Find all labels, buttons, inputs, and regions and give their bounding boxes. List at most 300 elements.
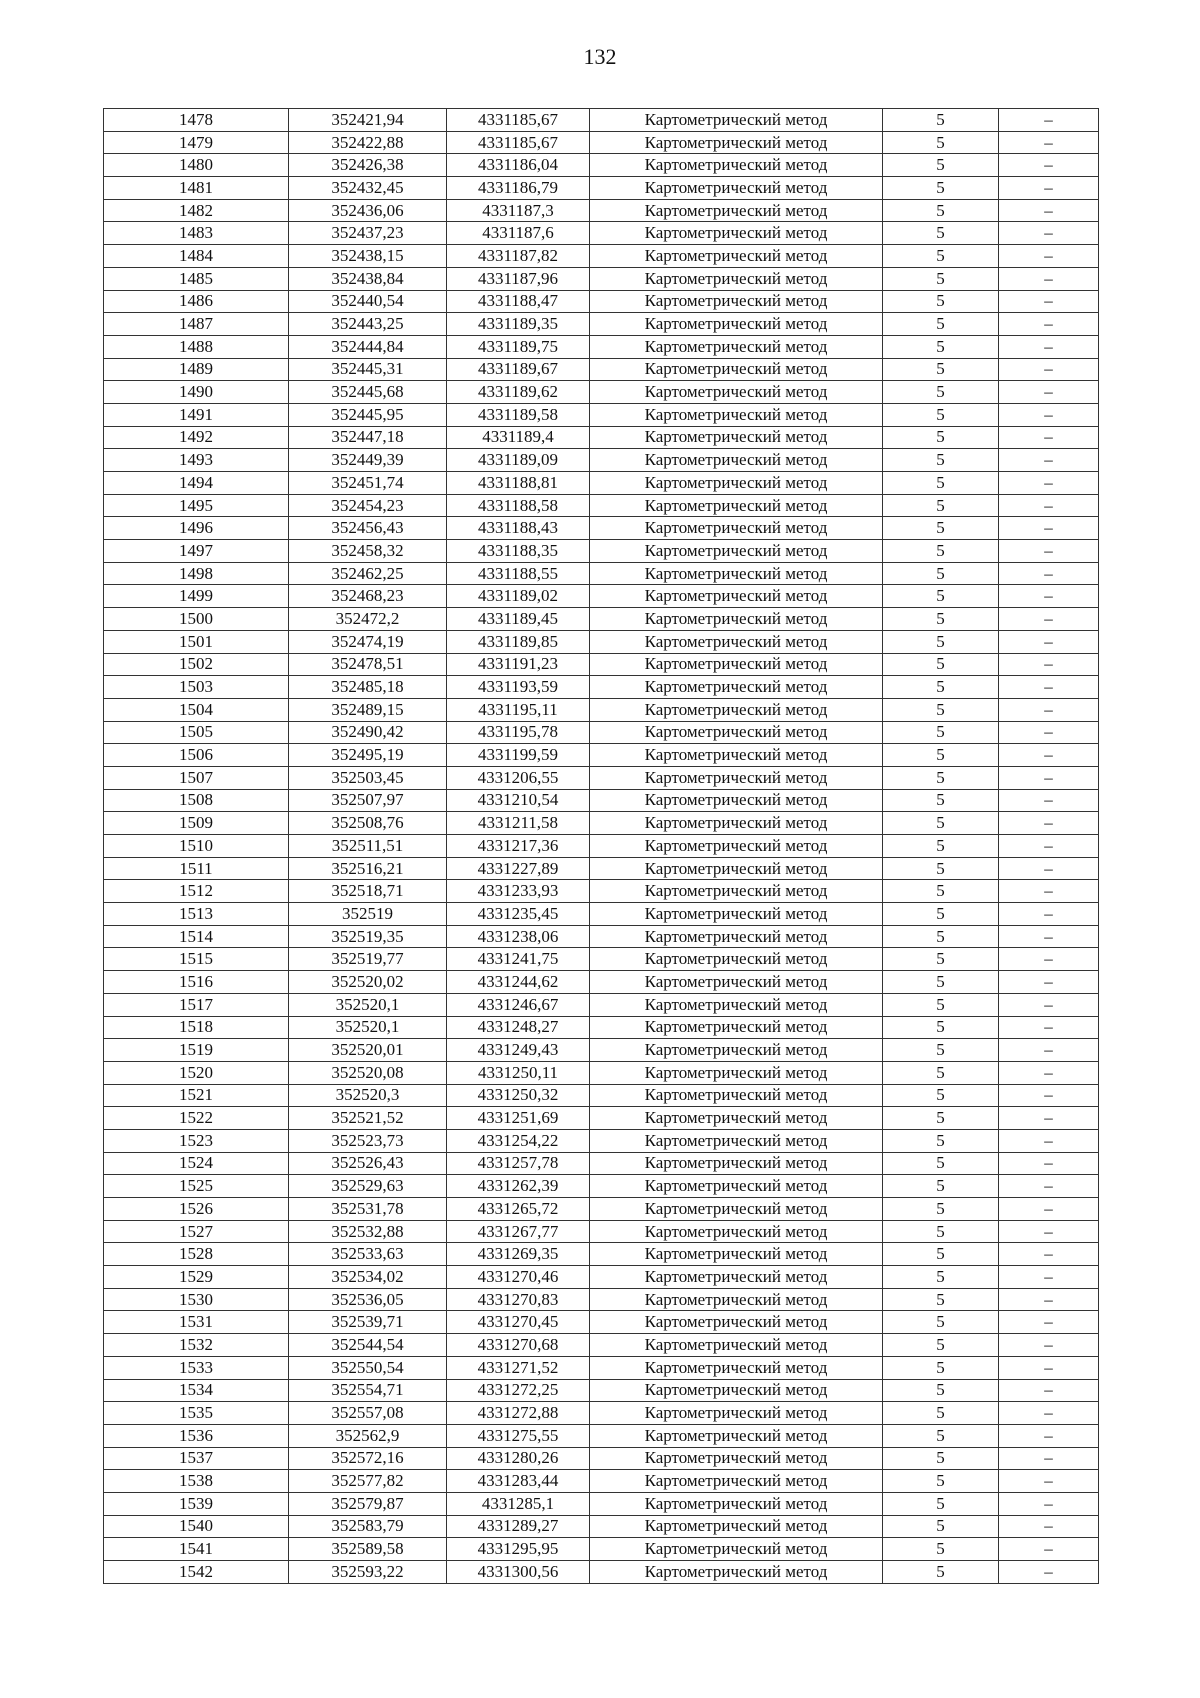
method-cell: Картометрический метод [590, 1129, 883, 1152]
point-number-cell: 1525 [104, 1175, 289, 1198]
table-row [104, 358, 1099, 381]
table-row [104, 948, 1099, 971]
table-row [104, 1107, 1099, 1130]
note-cell: – [999, 835, 1099, 858]
point-number-cell: 1492 [104, 426, 289, 449]
table-row [104, 517, 1099, 540]
method-cell: Картометрический метод [590, 290, 883, 313]
accuracy-cell: 5 [883, 267, 999, 290]
point-number-cell: 1506 [104, 744, 289, 767]
note-cell: – [999, 109, 1099, 132]
note-cell: – [999, 1198, 1099, 1221]
table-row [104, 1175, 1099, 1198]
note-cell: – [999, 494, 1099, 517]
accuracy-cell: 5 [883, 1538, 999, 1561]
point-number-cell: 1495 [104, 494, 289, 517]
x-coordinate-cell: 352544,54 [289, 1334, 447, 1357]
point-number-cell: 1504 [104, 698, 289, 721]
point-number-cell: 1519 [104, 1039, 289, 1062]
point-number-cell: 1539 [104, 1492, 289, 1515]
table-row [104, 109, 1099, 132]
note-cell: – [999, 426, 1099, 449]
note-cell: – [999, 222, 1099, 245]
accuracy-cell: 5 [883, 676, 999, 699]
x-coordinate-cell: 352456,43 [289, 517, 447, 540]
table-row [104, 1561, 1099, 1584]
note-cell: – [999, 608, 1099, 631]
accuracy-cell: 5 [883, 1084, 999, 1107]
x-coordinate-cell: 352462,25 [289, 562, 447, 585]
note-cell: – [999, 812, 1099, 835]
accuracy-cell: 5 [883, 925, 999, 948]
method-cell: Картометрический метод [590, 494, 883, 517]
x-coordinate-cell: 352438,15 [289, 245, 447, 268]
table-row [104, 1470, 1099, 1493]
note-cell: – [999, 789, 1099, 812]
point-number-cell: 1540 [104, 1515, 289, 1538]
y-coordinate-cell: 4331251,69 [447, 1107, 590, 1130]
y-coordinate-cell: 4331248,27 [447, 1016, 590, 1039]
note-cell: – [999, 1402, 1099, 1425]
method-cell: Картометрический метод [590, 880, 883, 903]
method-cell: Картометрический метод [590, 585, 883, 608]
x-coordinate-cell: 352447,18 [289, 426, 447, 449]
method-cell: Картометрический метод [590, 1220, 883, 1243]
accuracy-cell: 5 [883, 721, 999, 744]
y-coordinate-cell: 4331244,62 [447, 971, 590, 994]
point-number-cell: 1515 [104, 948, 289, 971]
accuracy-cell: 5 [883, 313, 999, 336]
y-coordinate-cell: 4331249,43 [447, 1039, 590, 1062]
method-cell: Картометрический метод [590, 199, 883, 222]
accuracy-cell: 5 [883, 1129, 999, 1152]
accuracy-cell: 5 [883, 290, 999, 313]
point-number-cell: 1484 [104, 245, 289, 268]
x-coordinate-cell: 352507,97 [289, 789, 447, 812]
method-cell: Картометрический метод [590, 381, 883, 404]
table-row [104, 812, 1099, 835]
accuracy-cell: 5 [883, 948, 999, 971]
point-number-cell: 1498 [104, 562, 289, 585]
note-cell: – [999, 1220, 1099, 1243]
accuracy-cell: 5 [883, 1220, 999, 1243]
y-coordinate-cell: 4331188,81 [447, 472, 590, 495]
method-cell: Картометрический метод [590, 630, 883, 653]
y-coordinate-cell: 4331195,78 [447, 721, 590, 744]
accuracy-cell: 5 [883, 1402, 999, 1425]
method-cell: Картометрический метод [590, 131, 883, 154]
y-coordinate-cell: 4331275,55 [447, 1424, 590, 1447]
note-cell: – [999, 177, 1099, 200]
method-cell: Картометрический метод [590, 1061, 883, 1084]
note-cell: – [999, 472, 1099, 495]
x-coordinate-cell: 352443,25 [289, 313, 447, 336]
point-number-cell: 1517 [104, 993, 289, 1016]
method-cell: Картометрический метод [590, 1402, 883, 1425]
table-row [104, 835, 1099, 858]
method-cell: Картометрический метод [590, 1288, 883, 1311]
x-coordinate-cell: 352520,01 [289, 1039, 447, 1062]
note-cell: – [999, 290, 1099, 313]
note-cell: – [999, 1334, 1099, 1357]
accuracy-cell: 5 [883, 608, 999, 631]
point-number-cell: 1509 [104, 812, 289, 835]
point-number-cell: 1481 [104, 177, 289, 200]
note-cell: – [999, 1561, 1099, 1584]
table-row [104, 449, 1099, 472]
point-number-cell: 1482 [104, 199, 289, 222]
table-row [104, 1515, 1099, 1538]
note-cell: – [999, 698, 1099, 721]
accuracy-cell: 5 [883, 335, 999, 358]
x-coordinate-cell: 352422,88 [289, 131, 447, 154]
table-row [104, 698, 1099, 721]
table-row [104, 1061, 1099, 1084]
x-coordinate-cell: 352454,23 [289, 494, 447, 517]
table-row [104, 1311, 1099, 1334]
note-cell: – [999, 358, 1099, 381]
method-cell: Картометрический метод [590, 109, 883, 132]
table-row [104, 222, 1099, 245]
accuracy-cell: 5 [883, 562, 999, 585]
y-coordinate-cell: 4331187,6 [447, 222, 590, 245]
x-coordinate-cell: 352458,32 [289, 540, 447, 563]
method-cell: Картометрический метод [590, 562, 883, 585]
point-number-cell: 1520 [104, 1061, 289, 1084]
x-coordinate-cell: 352490,42 [289, 721, 447, 744]
x-coordinate-cell: 352426,38 [289, 154, 447, 177]
method-cell: Картометрический метод [590, 540, 883, 563]
point-number-cell: 1486 [104, 290, 289, 313]
table-row [104, 267, 1099, 290]
accuracy-cell: 5 [883, 1288, 999, 1311]
x-coordinate-cell: 352519,77 [289, 948, 447, 971]
table-row [104, 472, 1099, 495]
y-coordinate-cell: 4331289,27 [447, 1515, 590, 1538]
method-cell: Картометрический метод [590, 925, 883, 948]
x-coordinate-cell: 352485,18 [289, 676, 447, 699]
method-cell: Картометрический метод [590, 426, 883, 449]
y-coordinate-cell: 4331189,58 [447, 403, 590, 426]
note-cell: – [999, 653, 1099, 676]
method-cell: Картометрический метод [590, 154, 883, 177]
table-row [104, 857, 1099, 880]
y-coordinate-cell: 4331191,23 [447, 653, 590, 676]
point-number-cell: 1502 [104, 653, 289, 676]
note-cell: – [999, 766, 1099, 789]
x-coordinate-cell: 352421,94 [289, 109, 447, 132]
y-coordinate-cell: 4331186,04 [447, 154, 590, 177]
table-row [104, 1152, 1099, 1175]
point-number-cell: 1524 [104, 1152, 289, 1175]
note-cell: – [999, 1447, 1099, 1470]
x-coordinate-cell: 352520,1 [289, 1016, 447, 1039]
x-coordinate-cell: 352445,31 [289, 358, 447, 381]
y-coordinate-cell: 4331185,67 [447, 109, 590, 132]
note-cell: – [999, 1039, 1099, 1062]
accuracy-cell: 5 [883, 472, 999, 495]
table-row [104, 653, 1099, 676]
point-number-cell: 1485 [104, 267, 289, 290]
point-number-cell: 1542 [104, 1561, 289, 1584]
note-cell: – [999, 245, 1099, 268]
x-coordinate-cell: 352438,84 [289, 267, 447, 290]
y-coordinate-cell: 4331241,75 [447, 948, 590, 971]
y-coordinate-cell: 4331269,35 [447, 1243, 590, 1266]
method-cell: Картометрический метод [590, 1447, 883, 1470]
method-cell: Картометрический метод [590, 222, 883, 245]
note-cell: – [999, 744, 1099, 767]
accuracy-cell: 5 [883, 1379, 999, 1402]
accuracy-cell: 5 [883, 131, 999, 154]
table-row [104, 313, 1099, 336]
point-number-cell: 1501 [104, 630, 289, 653]
point-number-cell: 1500 [104, 608, 289, 631]
accuracy-cell: 5 [883, 812, 999, 835]
note-cell: – [999, 1016, 1099, 1039]
y-coordinate-cell: 4331283,44 [447, 1470, 590, 1493]
x-coordinate-cell: 352526,43 [289, 1152, 447, 1175]
x-coordinate-cell: 352511,51 [289, 835, 447, 858]
accuracy-cell: 5 [883, 1107, 999, 1130]
accuracy-cell: 5 [883, 1561, 999, 1584]
accuracy-cell: 5 [883, 403, 999, 426]
y-coordinate-cell: 4331188,35 [447, 540, 590, 563]
note-cell: – [999, 1538, 1099, 1561]
point-number-cell: 1499 [104, 585, 289, 608]
point-number-cell: 1503 [104, 676, 289, 699]
note-cell: – [999, 1379, 1099, 1402]
y-coordinate-cell: 4331189,45 [447, 608, 590, 631]
point-number-cell: 1537 [104, 1447, 289, 1470]
note-cell: – [999, 154, 1099, 177]
y-coordinate-cell: 4331250,11 [447, 1061, 590, 1084]
x-coordinate-cell: 352472,2 [289, 608, 447, 631]
y-coordinate-cell: 4331189,4 [447, 426, 590, 449]
table-row [104, 1084, 1099, 1107]
accuracy-cell: 5 [883, 1492, 999, 1515]
method-cell: Картометрический метод [590, 698, 883, 721]
accuracy-cell: 5 [883, 426, 999, 449]
accuracy-cell: 5 [883, 585, 999, 608]
table-row [104, 426, 1099, 449]
accuracy-cell: 5 [883, 1175, 999, 1198]
accuracy-cell: 5 [883, 1311, 999, 1334]
x-coordinate-cell: 352539,71 [289, 1311, 447, 1334]
note-cell: – [999, 1175, 1099, 1198]
table-row [104, 131, 1099, 154]
x-coordinate-cell: 352536,05 [289, 1288, 447, 1311]
point-number-cell: 1508 [104, 789, 289, 812]
y-coordinate-cell: 4331189,02 [447, 585, 590, 608]
point-number-cell: 1496 [104, 517, 289, 540]
method-cell: Картометрический метод [590, 812, 883, 835]
note-cell: – [999, 948, 1099, 971]
note-cell: – [999, 1084, 1099, 1107]
accuracy-cell: 5 [883, 1198, 999, 1221]
table-row [104, 1220, 1099, 1243]
accuracy-cell: 5 [883, 1061, 999, 1084]
y-coordinate-cell: 4331188,47 [447, 290, 590, 313]
accuracy-cell: 5 [883, 1039, 999, 1062]
table-row [104, 381, 1099, 404]
note-cell: – [999, 585, 1099, 608]
method-cell: Картометрический метод [590, 245, 883, 268]
method-cell: Картометрический метод [590, 1266, 883, 1289]
table-row [104, 1538, 1099, 1561]
accuracy-cell: 5 [883, 540, 999, 563]
point-number-cell: 1527 [104, 1220, 289, 1243]
accuracy-cell: 5 [883, 630, 999, 653]
accuracy-cell: 5 [883, 766, 999, 789]
method-cell: Картометрический метод [590, 1243, 883, 1266]
method-cell: Картометрический метод [590, 948, 883, 971]
note-cell: – [999, 540, 1099, 563]
table-row [104, 1198, 1099, 1221]
accuracy-cell: 5 [883, 698, 999, 721]
table-row [104, 630, 1099, 653]
x-coordinate-cell: 352519 [289, 903, 447, 926]
accuracy-cell: 5 [883, 1470, 999, 1493]
method-cell: Картометрический метод [590, 1334, 883, 1357]
x-coordinate-cell: 352550,54 [289, 1356, 447, 1379]
note-cell: – [999, 267, 1099, 290]
note-cell: – [999, 449, 1099, 472]
y-coordinate-cell: 4331270,68 [447, 1334, 590, 1357]
note-cell: – [999, 313, 1099, 336]
note-cell: – [999, 1515, 1099, 1538]
x-coordinate-cell: 352579,87 [289, 1492, 447, 1515]
table-row [104, 562, 1099, 585]
method-cell: Картометрический метод [590, 1515, 883, 1538]
x-coordinate-cell: 352534,02 [289, 1266, 447, 1289]
accuracy-cell: 5 [883, 1424, 999, 1447]
table-row [104, 494, 1099, 517]
table-row [104, 585, 1099, 608]
y-coordinate-cell: 4331300,56 [447, 1561, 590, 1584]
point-number-cell: 1489 [104, 358, 289, 381]
method-cell: Картометрический метод [590, 449, 883, 472]
accuracy-cell: 5 [883, 449, 999, 472]
table-row [104, 1039, 1099, 1062]
method-cell: Картометрический метод [590, 857, 883, 880]
point-number-cell: 1523 [104, 1129, 289, 1152]
x-coordinate-cell: 352436,06 [289, 199, 447, 222]
x-coordinate-cell: 352444,84 [289, 335, 447, 358]
method-cell: Картометрический метод [590, 903, 883, 926]
x-coordinate-cell: 352519,35 [289, 925, 447, 948]
method-cell: Картометрический метод [590, 1152, 883, 1175]
point-number-cell: 1536 [104, 1424, 289, 1447]
table-row [104, 789, 1099, 812]
table-row [104, 1129, 1099, 1152]
y-coordinate-cell: 4331189,85 [447, 630, 590, 653]
point-number-cell: 1532 [104, 1334, 289, 1357]
method-cell: Картометрический метод [590, 472, 883, 495]
y-coordinate-cell: 4331285,1 [447, 1492, 590, 1515]
accuracy-cell: 5 [883, 1016, 999, 1039]
x-coordinate-cell: 352449,39 [289, 449, 447, 472]
point-number-cell: 1538 [104, 1470, 289, 1493]
table-row [104, 925, 1099, 948]
method-cell: Картометрический метод [590, 1016, 883, 1039]
y-coordinate-cell: 4331270,46 [447, 1266, 590, 1289]
y-coordinate-cell: 4331189,62 [447, 381, 590, 404]
note-cell: – [999, 630, 1099, 653]
accuracy-cell: 5 [883, 903, 999, 926]
y-coordinate-cell: 4331227,89 [447, 857, 590, 880]
note-cell: – [999, 721, 1099, 744]
y-coordinate-cell: 4331280,26 [447, 1447, 590, 1470]
y-coordinate-cell: 4331272,25 [447, 1379, 590, 1402]
point-number-cell: 1526 [104, 1198, 289, 1221]
y-coordinate-cell: 4331257,78 [447, 1152, 590, 1175]
y-coordinate-cell: 4331272,88 [447, 1402, 590, 1425]
accuracy-cell: 5 [883, 494, 999, 517]
point-number-cell: 1479 [104, 131, 289, 154]
method-cell: Картометрический метод [590, 1561, 883, 1584]
method-cell: Картометрический метод [590, 335, 883, 358]
point-number-cell: 1480 [104, 154, 289, 177]
note-cell: – [999, 1288, 1099, 1311]
x-coordinate-cell: 352489,15 [289, 698, 447, 721]
accuracy-cell: 5 [883, 1447, 999, 1470]
accuracy-cell: 5 [883, 880, 999, 903]
point-number-cell: 1493 [104, 449, 289, 472]
x-coordinate-cell: 352523,73 [289, 1129, 447, 1152]
y-coordinate-cell: 4331199,59 [447, 744, 590, 767]
point-number-cell: 1510 [104, 835, 289, 858]
method-cell: Картометрический метод [590, 835, 883, 858]
point-number-cell: 1531 [104, 1311, 289, 1334]
x-coordinate-cell: 352474,19 [289, 630, 447, 653]
table-row [104, 1334, 1099, 1357]
note-cell: – [999, 1129, 1099, 1152]
point-number-cell: 1535 [104, 1402, 289, 1425]
table-row [104, 1379, 1099, 1402]
x-coordinate-cell: 352516,21 [289, 857, 447, 880]
method-cell: Картометрический метод [590, 177, 883, 200]
y-coordinate-cell: 4331267,77 [447, 1220, 590, 1243]
x-coordinate-cell: 352478,51 [289, 653, 447, 676]
point-number-cell: 1505 [104, 721, 289, 744]
method-cell: Картометрический метод [590, 1198, 883, 1221]
point-number-cell: 1516 [104, 971, 289, 994]
y-coordinate-cell: 4331187,82 [447, 245, 590, 268]
note-cell: – [999, 857, 1099, 880]
table-row [104, 403, 1099, 426]
accuracy-cell: 5 [883, 154, 999, 177]
accuracy-cell: 5 [883, 1356, 999, 1379]
x-coordinate-cell: 352445,68 [289, 381, 447, 404]
y-coordinate-cell: 4331270,45 [447, 1311, 590, 1334]
table-row [104, 766, 1099, 789]
method-cell: Картометрический метод [590, 403, 883, 426]
y-coordinate-cell: 4331189,75 [447, 335, 590, 358]
x-coordinate-cell: 352432,45 [289, 177, 447, 200]
point-number-cell: 1528 [104, 1243, 289, 1266]
accuracy-cell: 5 [883, 109, 999, 132]
y-coordinate-cell: 4331193,59 [447, 676, 590, 699]
point-number-cell: 1529 [104, 1266, 289, 1289]
accuracy-cell: 5 [883, 381, 999, 404]
x-coordinate-cell: 352451,74 [289, 472, 447, 495]
point-number-cell: 1514 [104, 925, 289, 948]
accuracy-cell: 5 [883, 177, 999, 200]
accuracy-cell: 5 [883, 1334, 999, 1357]
table-row [104, 1492, 1099, 1515]
table-row [104, 1356, 1099, 1379]
